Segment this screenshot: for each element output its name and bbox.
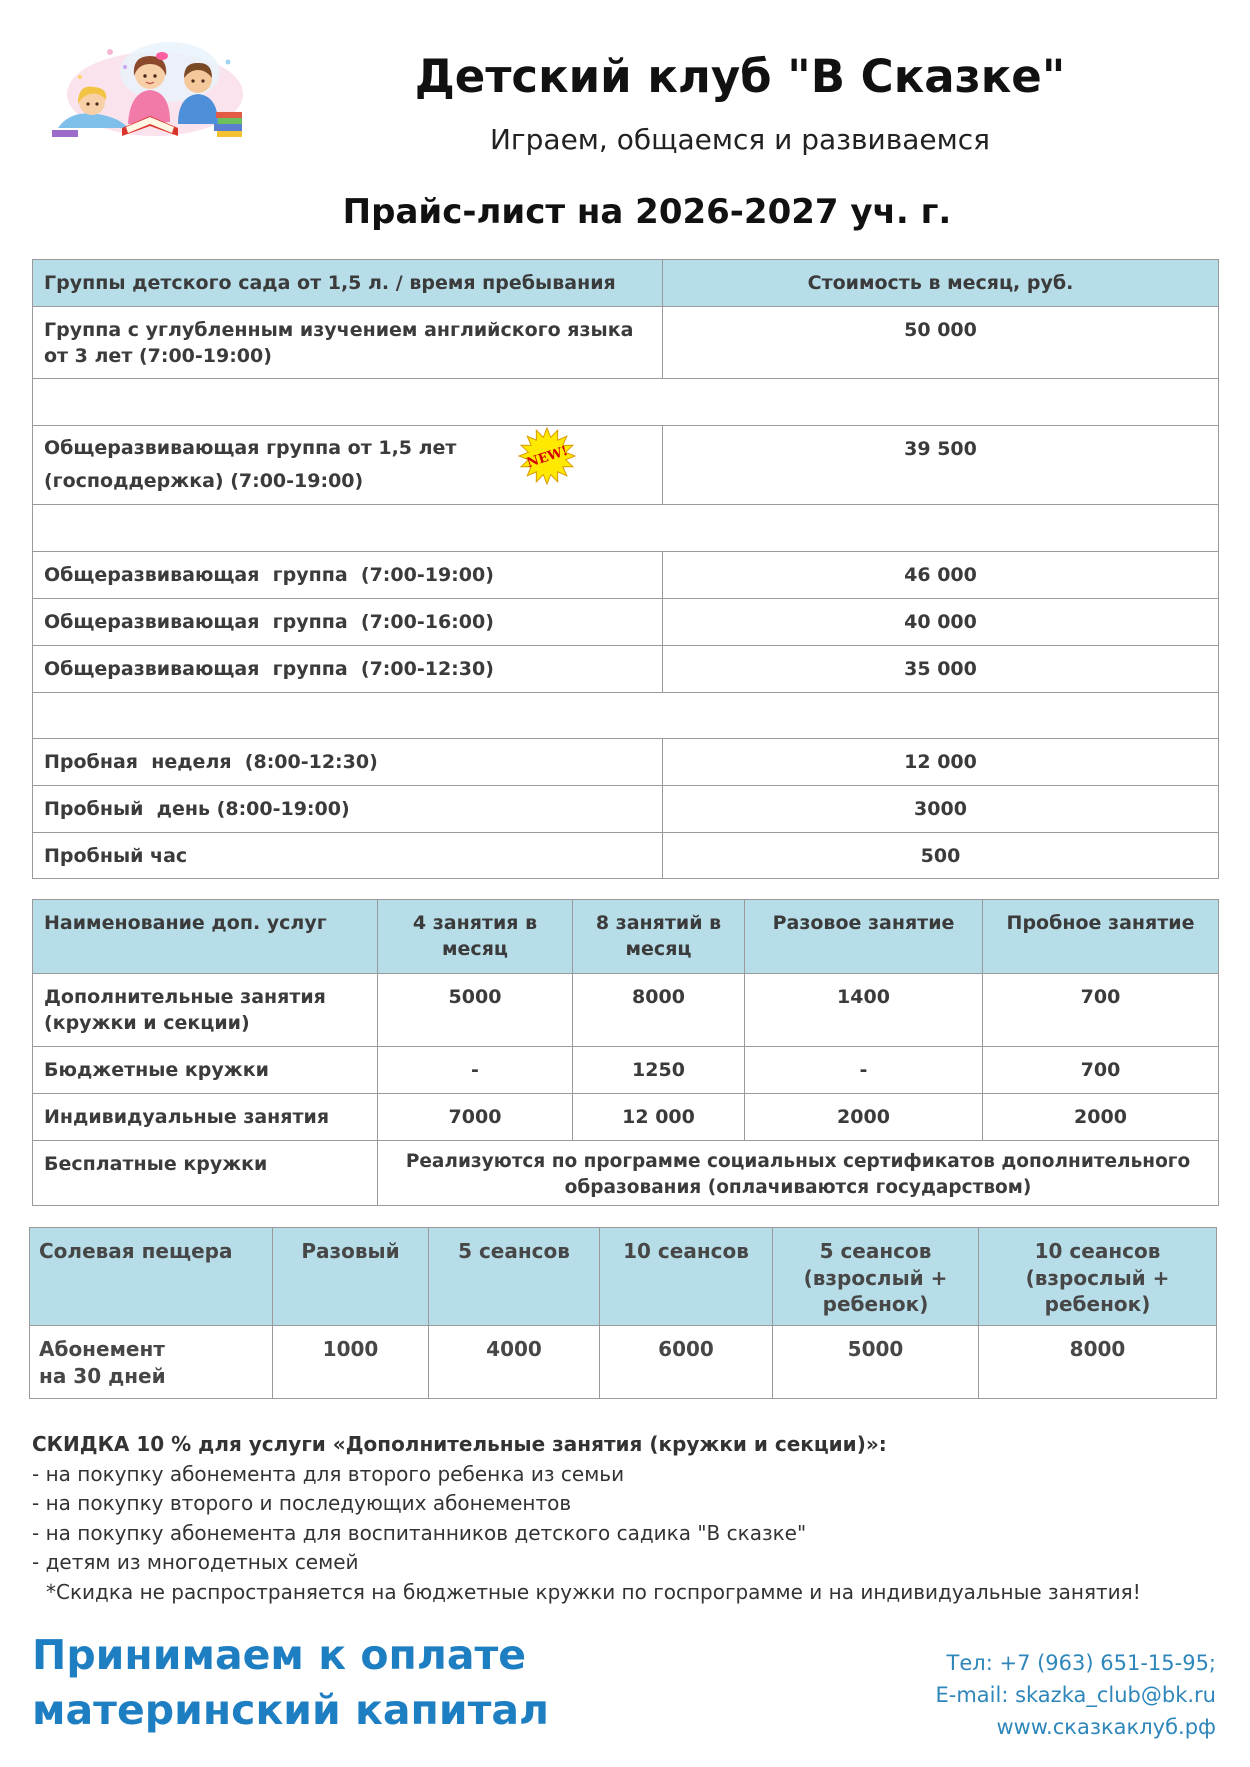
- spacer-row: [33, 505, 1219, 552]
- discount-item: - на покупку абонемента для второго ребенка из семьи: [32, 1461, 625, 1486]
- salt-cave-table: [29, 1227, 1217, 1399]
- contacts-block: [935, 1647, 1216, 1743]
- trial-name: Пробная неделя (8:00-12:30): [33, 739, 663, 786]
- subscription-name: Абонемент на 30 дней: [30, 1326, 273, 1399]
- group-price: 39 500: [663, 426, 1219, 505]
- table-row: [33, 1141, 1219, 1206]
- ten-sessions-adult-child-price: 8000: [979, 1326, 1217, 1399]
- five-sessions-header: 5 сеансов: [429, 1228, 600, 1326]
- group-name: Общеразвивающая группа (7:00-12:30): [33, 646, 663, 693]
- groups-column-header: Группы детского сада от 1,5 л. / время пребывания: [33, 260, 663, 307]
- maternity-capital-notice: [32, 1628, 549, 1738]
- trial-price: 12 000: [663, 739, 1219, 786]
- table-row: [33, 646, 1219, 693]
- eight-sessions-price: 8000: [573, 974, 745, 1047]
- discount-item: - на покупку второго и последующих абонементов: [32, 1491, 572, 1516]
- club-title: Детский клуб "В Сказке": [414, 50, 1066, 103]
- table-row: [33, 974, 1219, 1047]
- table-row: [33, 307, 1219, 379]
- four-sessions-header: 4 занятия в месяц: [378, 900, 573, 974]
- free-clubs-note: Реализуются по программе социальных сертификатов дополнительного образования (оплачиваются государством): [378, 1141, 1219, 1206]
- trial-session-price: 2000: [983, 1094, 1219, 1141]
- four-sessions-price: 5000: [378, 974, 573, 1047]
- table-row: [33, 833, 1219, 879]
- group-price: 40 000: [663, 599, 1219, 646]
- new-starburst-icon: [517, 426, 577, 486]
- group-name: Общеразвивающая группа (7:00-19:00): [33, 552, 663, 599]
- group-name: Общеразвивающая группа (7:00-16:00): [33, 599, 663, 646]
- five-sessions-adult-child-price: 5000: [773, 1326, 979, 1399]
- discount-item: - детям из многодетных семей: [32, 1550, 359, 1575]
- group-price: 35 000: [663, 646, 1219, 693]
- contact-website: www.сказкаклуб.рф: [996, 1715, 1216, 1739]
- spacer-cell: [33, 379, 1219, 426]
- trial-name: Пробный день (8:00-19:00): [33, 786, 663, 833]
- service-name: Дополнительные занятия (кружки и секции): [33, 974, 378, 1047]
- table-row: [33, 739, 1219, 786]
- single-visit-price: 1000: [273, 1326, 429, 1399]
- single-session-price: 2000: [745, 1094, 983, 1141]
- service-name-header: Наименование доп. услуг: [33, 900, 378, 974]
- four-sessions-price: 7000: [378, 1094, 573, 1141]
- group-price: 46 000: [663, 552, 1219, 599]
- trial-session-price: 700: [983, 1047, 1219, 1094]
- salt-cave-header: Солевая пещера: [30, 1228, 273, 1326]
- maternity-capital-line: материнский капитал: [32, 1686, 550, 1734]
- price-list-title: Прайс-лист на 2026-2027 уч. г.: [342, 192, 952, 232]
- trial-session-price: 700: [983, 974, 1219, 1047]
- group-name-cell: [33, 426, 663, 505]
- maternity-capital-line: Принимаем к оплате: [32, 1631, 527, 1679]
- single-visit-header: Разовый: [273, 1228, 429, 1326]
- single-session-price: 1400: [745, 974, 983, 1047]
- service-name: Бюджетные кружки: [33, 1047, 378, 1094]
- group-name-wrapper: [44, 432, 658, 498]
- ten-sessions-price: 6000: [600, 1326, 773, 1399]
- table-header-row: [33, 900, 1219, 974]
- service-name: Бесплатные кружки: [33, 1141, 378, 1206]
- group-name: Группа с углубленным изучением английского языка от 3 лет (7:00-19:00): [33, 307, 663, 379]
- eight-sessions-price: 12 000: [573, 1094, 745, 1141]
- trial-session-header: Пробное занятие: [983, 900, 1219, 974]
- children-reading-logo: [50, 32, 245, 140]
- trial-price: 3000: [663, 786, 1219, 833]
- eight-sessions-header: 8 занятий в месяц: [573, 900, 745, 974]
- trial-name: Пробный час: [33, 833, 663, 879]
- table-row: [33, 599, 1219, 646]
- five-sessions-price: 4000: [429, 1326, 600, 1399]
- spacer-cell: [33, 505, 1219, 552]
- club-slogan: Играем, общаемся и развиваемся: [489, 123, 991, 156]
- discount-footnote: *Скидка не распространяется на бюджетные кружки по госпрограмме и на индивидуальные занятия!: [46, 1579, 1141, 1604]
- monthly-price-column-header: Стоимость в месяц, руб.: [663, 260, 1219, 307]
- new-badge-text: NEW!: [525, 443, 570, 472]
- table-row: [33, 1094, 1219, 1141]
- contact-phone: Тел: +7 (963) 651-15-95;: [946, 1651, 1216, 1675]
- table-row: [33, 786, 1219, 833]
- discount-section: [32, 1430, 1232, 1608]
- service-name: Индивидуальные занятия: [33, 1094, 378, 1141]
- table-row: [33, 1047, 1219, 1094]
- spacer-cell: [33, 693, 1219, 739]
- group-name: Общеразвивающая группа от 1,5 лет (господдержка) (7:00-19:00): [44, 437, 457, 492]
- four-sessions-price: -: [378, 1047, 573, 1094]
- ten-sessions-adult-child-header: 10 сеансов (взрослый + ребенок): [979, 1228, 1217, 1326]
- table-header-row: [33, 260, 1219, 307]
- discount-heading: СКИДКА 10 % для услуги «Дополнительные занятия (кружки и секции)»:: [32, 1432, 887, 1456]
- table-header-row: [30, 1228, 1217, 1326]
- extra-services-table: [32, 899, 1219, 1206]
- single-session-price: -: [745, 1047, 983, 1094]
- table-row: [30, 1326, 1217, 1399]
- contact-email: E-mail: skazka_club@bk.ru: [935, 1683, 1216, 1707]
- ten-sessions-header: 10 сеансов: [600, 1228, 773, 1326]
- spacer-row: [33, 693, 1219, 739]
- table-row: [33, 426, 1219, 505]
- table-row: [33, 552, 1219, 599]
- kindergarten-price-table: [32, 259, 1219, 879]
- trial-price: 500: [663, 833, 1219, 879]
- five-sessions-adult-child-header: 5 сеансов (взрослый + ребенок): [773, 1228, 979, 1326]
- spacer-row: [33, 379, 1219, 426]
- group-price: 50 000: [663, 307, 1219, 379]
- single-session-header: Разовое занятие: [745, 900, 983, 974]
- discount-item: - на покупку абонемента для воспитанников детского садика "В сказке": [32, 1520, 807, 1545]
- eight-sessions-price: 1250: [573, 1047, 745, 1094]
